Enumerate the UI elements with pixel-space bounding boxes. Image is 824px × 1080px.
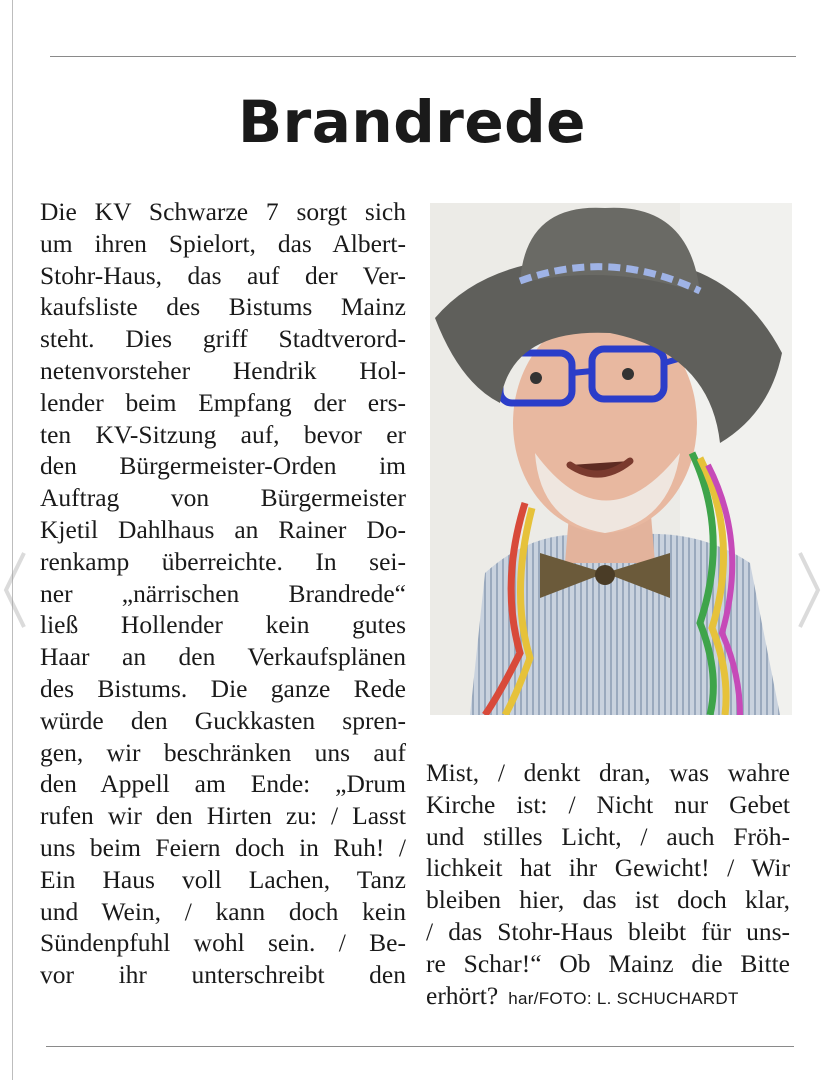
text-line: bleiben hier, das ist doch klar, [426,885,790,915]
text-line: und Wein, / kann doch kein [40,896,406,926]
chevron-left-icon[interactable] [0,545,30,635]
text-line: und stilles Licht, / auch Fröh- [426,821,790,851]
text-line: Die KV Schwarze 7 sorgt sich [40,197,406,226]
portrait-illustration [430,203,792,715]
text-line: Sündenpfuhl wohl sein. / Be- [40,928,406,958]
text-line: würde den Guckkasten spren- [40,705,406,735]
text-line: ner „närrischen Brandrede“ [40,578,406,608]
text-line: gen, wir beschränken uns auf [40,737,406,767]
text-line: kaufsliste des Bistums Mainz [40,292,406,322]
text-line: netenvorsteher Hendrik Hol- [40,355,406,385]
text-line: ließ Hollender kein gutes [40,610,406,640]
bottom-rule [46,1046,794,1047]
page-edge-line [12,0,13,1080]
article-column-left [40,196,406,991]
text-line: vor ihr unterschreibt den [40,960,406,990]
closing-text: erhört? [426,980,499,1010]
text-line: Haar an den Verkaufsplänen [40,642,406,672]
text-line: des Bistums. Die ganze Rede [40,673,406,703]
text-line: ten KV-Sitzung auf, bevor er [40,419,406,449]
text-line: renkamp überreichte. In sei- [40,546,406,576]
article-headline: Brandrede [237,88,587,156]
top-rule [50,56,796,57]
text-line: uns beim Feiern doch in Ruh! / [40,832,406,862]
text-line: / das Stohr-Haus bleibt für uns- [426,916,790,946]
chevron-right-icon[interactable] [794,545,824,635]
text-line: Stohr-Haus, das auf der Ver- [40,260,406,290]
photo-credit: har/FOTO: L. SCHUCHARDT [508,988,739,1008]
text-line: Kirche ist: / Nicht nur Gebet [426,789,790,819]
text-line: lichkeit hat ihr Gewicht! / Wir [426,853,790,883]
text-line: rufen wir den Hirten zu: / Lasst [40,801,406,831]
text-line: den Bürgermeister-Orden im [40,451,406,481]
text-line: Auftrag von Bürgermeister [40,483,406,513]
text-line: den Appell am Ende: „Drum [40,769,406,799]
text-line: um ihren Spielort, das Albert- [40,228,406,258]
text-line-last [426,980,790,1012]
text-line: Mist, / denkt dran, was wahre [426,758,790,787]
text-line: Ein Haus voll Lachen, Tanz [40,864,406,894]
article-photo [430,203,792,715]
article-column-right [426,757,790,1011]
text-line: Kjetil Dahlhaus an Rainer Do- [40,514,406,544]
text-line: re Schar!“ Ob Mainz die Bitte [426,948,790,978]
text-line: lender beim Empfang der ers- [40,387,406,417]
text-line: steht. Dies griff Stadtverord- [40,324,406,354]
